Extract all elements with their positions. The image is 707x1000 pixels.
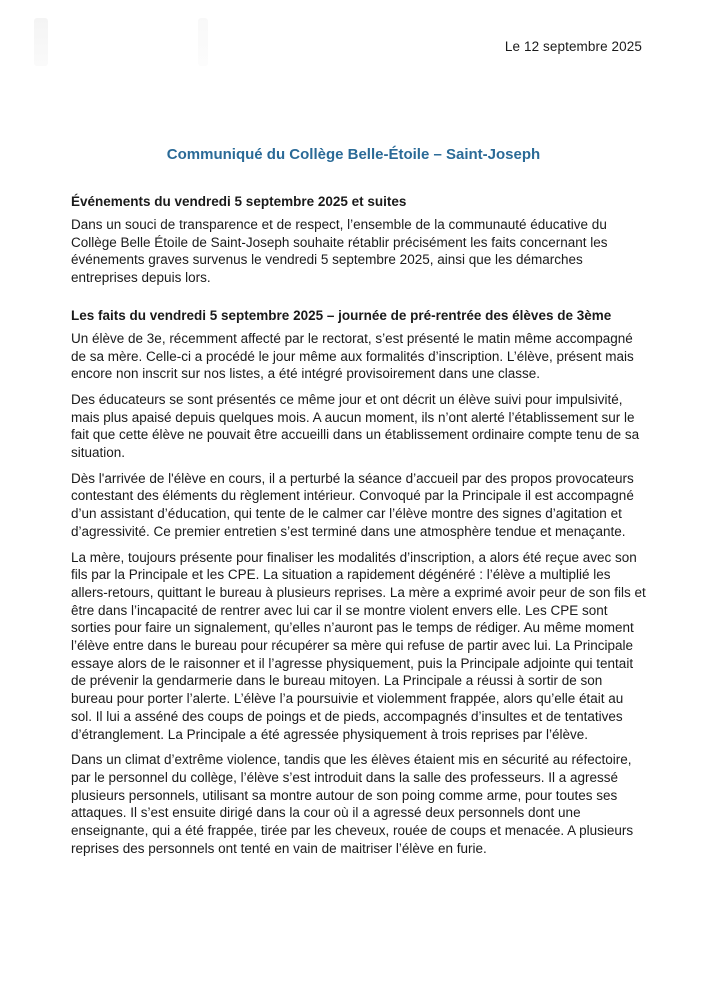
paragraph: Dès l'arrivée de l'élève en cours, il a perturbé la séance d’accueil par des propos provocateurs contestant des éléments du règlement intérieur. Convoqué par la Principale il est accompagné d’un assistant d’éducation, qui tente de le calmer car l’élève montre des signes d’agitation et d’agressivité. Ce premier entretien s’est terminé dans une atmosphère tendue et menaçante.: [71, 470, 634, 539]
document-body: [71, 193, 646, 866]
section-intro: [71, 193, 646, 287]
section-heading: Les faits du vendredi 5 septembre 2025 – journée de pré-rentrée des élèves de 3ème: [71, 307, 612, 323]
paragraph: Dans un souci de transparence et de respect, l’ensemble de la communauté éducative du Collège Belle Étoile de Saint-Joseph souhaite rétablir précisément les faits concernant les événements graves survenus le vendredi 5 septembre 2025, ainsi que les démarches entreprises depuis lors.: [71, 217, 608, 286]
paragraph: Dans un climat d’extrême violence, tandis que les élèves étaient mis en sécurité au réfectoire, par le personnel du collège, l’élève s’est introduit dans la salle des professeurs. Il a agressé plusieurs personnels, utilisant sa montre autour de son poing comme arme, pour toutes ses attaques. Il s’est ensuite dirigé dans la cour où il a agressé deux personnels dont une enseignante, qui a été frappée, tirée par les cheveux, rouée de coups et menacée. A plusieurs reprises des personnels ont tenté en vain de maitriser l’élève en furie.: [71, 752, 634, 856]
scan-artifact: [198, 18, 208, 66]
document-date: Le 12 septembre 2025: [504, 39, 642, 54]
scan-artifact: [34, 18, 48, 66]
section-facts: [71, 307, 646, 858]
paragraph: Un élève de 3e, récemment affecté par le rectorat, s’est présenté le matin même accompagné de sa mère. Celle-ci a procédé le jour même aux formalités d’inscription. L’élève, présent mais encore non inscrit sur nos listes, a été intégré provisoirement dans une classe.: [71, 330, 634, 382]
paragraph: La mère, toujours présente pour finaliser les modalités d’inscription, a alors été reçue avec son fils par la Principale et les CPE. La situation a rapidement dégénéré : l’élève a multiplié les allers-retours, quittant le bureau à plusieurs reprises. La mère a exprimé avoir peur de son fils et être dans l’incapacité de rentrer avec lui car il se montre violent envers elle. Les CPE sont sorties pour faire un signalement, qu’elles n’auront pas le temps de rédiger. Au même moment l’élève entre dans le bureau pour récupérer sa mère qui refuse de partir avec lui. La Principale essaye alors de le raisonner et il l’agresse physiquement, puis la Principale adjointe qui tentait de prévenir la gendarmerie dans le bureau mitoyen. La Principale a réussi à sortir de son bureau pour porter l’alerte. L’élève l’a poursuivie et violemment frappée, alors qu’elle était au sol. Il lui a asséné des coups de poings et de pieds, accompagnés d’insultes et de tentatives d’étranglement. La Principale a été agressée physiquement à trois reprises par l’élève.: [71, 549, 646, 742]
paragraph: Des éducateurs se sont présentés ce même jour et ont décrit un élève suivi pour impulsivité, mais plus apaisé depuis quelques mois. A aucun moment, ils n’ont alerté l’établissement sur le fait que cette élève ne pouvait être accueilli dans un établissement ordinaire compte tenu de sa situation.: [71, 391, 640, 461]
document-title: Communiqué du Collège Belle-Étoile – Saint-Joseph: [166, 146, 541, 163]
section-heading: Événements du vendredi 5 septembre 2025 et suites: [71, 194, 407, 209]
